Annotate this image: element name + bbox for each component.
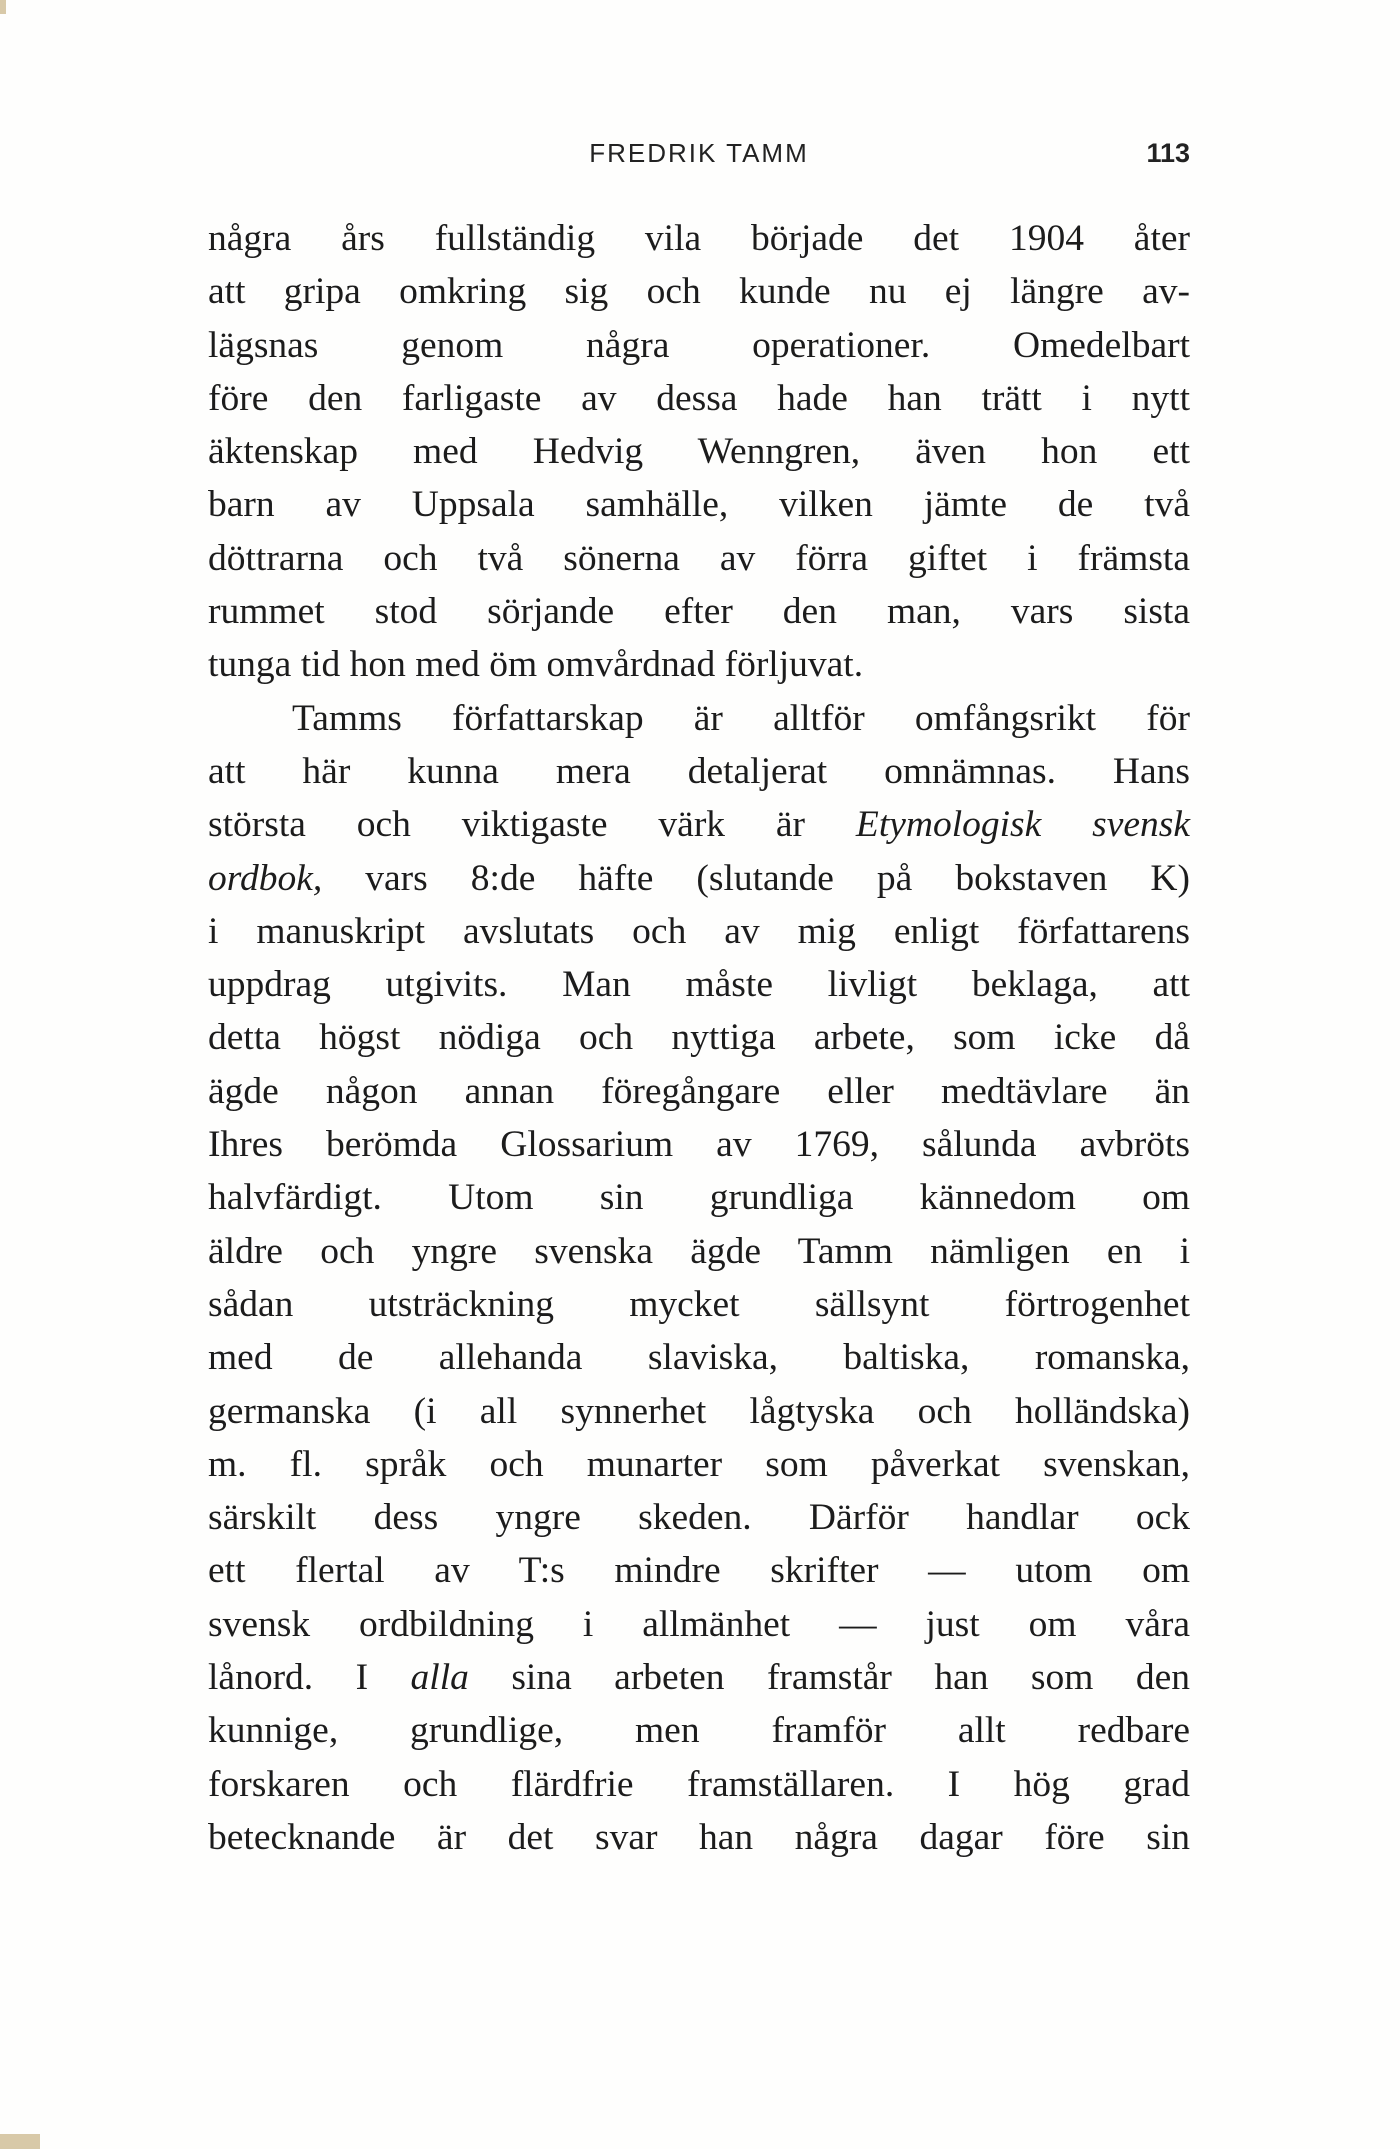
text-line: m. fl. språk och munarter som påverkat svenskan,	[208, 1443, 1190, 1485]
text-line: uppdrag utgivits. Man måste livligt beklaga, att	[208, 964, 1190, 1006]
paragraph-2	[208, 692, 1190, 1865]
text-line	[208, 1651, 1190, 1704]
text-line: att gripa omkring sig och kunde nu ej längre av-	[208, 271, 1190, 313]
page-number: 113	[1146, 138, 1190, 168]
page-header	[208, 138, 1190, 178]
text-line: germanska (i all synnerhet lågtyska och holländska)	[208, 1390, 1190, 1432]
text-line: tunga tid hon med öm omvårdnad förljuvat.	[208, 644, 864, 686]
text-run: vars 8:de häfte (slutande på bokstaven K)	[322, 857, 1190, 899]
text-line: särskilt dess yngre skeden. Därför handlar ock	[208, 1497, 1190, 1539]
text-line: ägde någon annan föregångare eller medtävlare än	[208, 1070, 1190, 1112]
emphasis-italic: alla	[410, 1657, 469, 1699]
text-run: sina arbeten framstår han som den	[468, 1657, 1190, 1699]
text-line: lägsnas genom några operationer. Omedelbart	[208, 324, 1190, 366]
text-line: detta högst nödiga och nyttiga arbete, som icke då	[208, 1017, 1190, 1059]
text-line: sådan utsträckning mycket sällsynt förtrogenhet	[208, 1283, 1190, 1325]
text-line: döttrarna och två sönerna av förra giftet i främsta	[208, 537, 1190, 579]
running-head: FREDRIK TAMM	[589, 138, 809, 168]
paragraph-1	[208, 212, 1190, 692]
text-run: största och viktigaste värk är	[208, 804, 856, 846]
book-title-italic: ordbok,	[208, 857, 323, 899]
text-line: äktenskap med Hedvig Wenngren, även hon ett	[208, 431, 1190, 473]
text-line: halvfärdigt. Utom sin grundliga kännedom om	[208, 1177, 1190, 1219]
edge-mark-bottom-left	[0, 2134, 40, 2149]
text-line: rummet stod sörjande efter den man, vars sista	[208, 591, 1190, 633]
text-line: ett flertal av T:s mindre skrifter — utom om	[208, 1550, 1190, 1592]
text-line: Tamms författarskap är alltför omfångsrikt för	[292, 697, 1190, 739]
text-line: med de allehanda slaviska, baltiska, romanska,	[208, 1337, 1190, 1379]
edge-mark-top-left	[0, 0, 6, 14]
text-line: kunnige, grundlige, men framför allt redbare	[208, 1710, 1190, 1752]
text-line: betecknande är det svar han några dagar före sin	[208, 1816, 1190, 1858]
text-run: lånord. I	[208, 1657, 411, 1699]
text-line: forskaren och flärdfrie framställaren. I hög grad	[208, 1763, 1190, 1805]
text-line: före den farligaste av dessa hade han trätt i nytt	[208, 377, 1190, 419]
text-line	[208, 852, 1190, 905]
text-line: i manuskript avslutats och av mig enligt författarens	[208, 910, 1190, 952]
body-text	[208, 212, 1190, 1864]
text-line: äldre och yngre svenska ägde Tamm nämligen en i	[208, 1230, 1190, 1272]
text-line: svensk ordbildning i allmänhet — just om våra	[208, 1603, 1190, 1645]
text-line	[208, 798, 1190, 851]
text-line: några års fullständig vila började det 1904 åter	[208, 218, 1190, 259]
book-title-italic: Etymologisk svensk	[855, 804, 1191, 846]
text-line: barn av Uppsala samhälle, vilken jämte de två	[208, 484, 1190, 526]
text-line: Ihres berömda Glossarium av 1769, sålunda avbröts	[208, 1124, 1190, 1166]
text-line: att här kunna mera detaljerat omnämnas. Hans	[208, 750, 1190, 792]
